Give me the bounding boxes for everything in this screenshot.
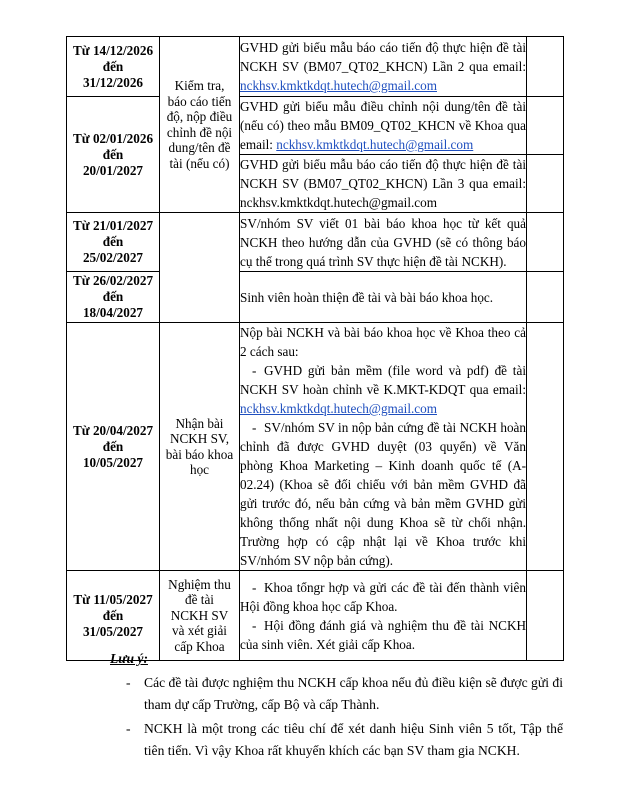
table-row	[67, 97, 564, 155]
task-line: độ, nộp điều	[166, 109, 233, 124]
note-cell	[527, 213, 564, 272]
desc-item: GVHD gửi bản mềm (file word và pdf) đề tài NCKH SV hoàn chỉnh về K.MKT-KDQT qua email:	[240, 363, 526, 397]
date-to: 10/05/2027	[82, 454, 144, 470]
desc-item: Khoa tổngr hợp và gửi các đề tài đến thành viên Hội đồng khoa học cấp Khoa.	[240, 579, 526, 614]
task-line: và xét giải	[172, 623, 227, 639]
task-line: đề tài	[185, 592, 214, 608]
note-cell	[527, 37, 564, 97]
note-cell	[527, 323, 564, 571]
email-link[interactable]: nckhsv.kmktkdqt.hutech@gmail.com	[276, 137, 474, 152]
date-to-label: đến	[102, 607, 124, 623]
task-line: học	[189, 462, 210, 477]
email-text: nckhsv.kmktkdqt.hutech@gmail.com	[240, 195, 437, 210]
table-row	[67, 323, 564, 571]
task-cell-acceptance	[160, 571, 240, 661]
task-line: báo cáo tiến	[167, 93, 232, 109]
desc-text: GVHD gửi biểu mẫu báo cáo tiến độ thực hiện đề tài NCKH SV (BM07_QT02_KHCN) Lần 2 qua email:	[240, 40, 526, 74]
date-to-label: đến	[102, 234, 124, 249]
task-line: cấp Khoa	[174, 638, 225, 654]
date-cell	[67, 97, 160, 213]
dash-bullet: -	[252, 617, 257, 633]
note-item	[66, 718, 563, 762]
desc-text: Sinh viên hoàn thiện đề tài và bài báo khoa học.	[240, 289, 494, 305]
desc-text: GVHD gửi biểu mẫu điều chỉnh nội dung/tên đề tài (nếu có) theo mẫu BM09_QT02_KHCN về Khoa qua email:	[240, 99, 526, 152]
note-bullet: -	[126, 721, 131, 736]
notes-title: Lưu ý:	[110, 651, 148, 666]
note-text: Các đề tài được nghiệm thu NCKH cấp khoa nếu đủ điều kiện sẽ được gửi đi tham dự cấp Trường, cấp Bộ và cấp Thành.	[144, 675, 563, 712]
desc-cell	[240, 323, 527, 571]
date-from: Từ 11/05/2027	[73, 591, 153, 607]
email-link[interactable]: nckhsv.kmktkdqt.hutech@gmail.com	[240, 401, 437, 416]
task-cell-submit	[160, 323, 240, 571]
schedule-table	[66, 36, 564, 661]
note-bullet: -	[126, 675, 131, 690]
desc-text: SV/nhóm SV viết 01 bài báo khoa học từ kết quả NCKH theo hướng dẫn của GVHD (sẽ có thông báo cụ thể trong quá trình SV thực hiện đề tài NCKH).	[240, 215, 526, 269]
date-cell	[67, 272, 160, 323]
note-cell	[527, 272, 564, 323]
task-line: Nghiệm thu	[168, 576, 231, 592]
date-to: 31/05/2027	[82, 623, 144, 639]
date-cell	[67, 323, 160, 571]
email-link[interactable]: nckhsv.kmktkdqt.hutech@gmail.com	[240, 78, 437, 93]
date-to: 18/04/2027	[82, 305, 144, 320]
dash-bullet: -	[252, 363, 257, 378]
task-line: tài (nếu có)	[169, 155, 230, 171]
task-line: Kiểm tra,	[174, 78, 225, 93]
table-row	[67, 213, 564, 272]
desc-item: Hội đồng đánh giá và nghiệm thu đề tài NCKH của sinh viên. Xét giải cấp Khoa.	[240, 617, 526, 652]
date-cell	[67, 37, 160, 97]
note-cell	[527, 571, 564, 661]
date-from: Từ 26/02/2027	[72, 273, 154, 288]
desc-cell	[240, 272, 527, 323]
date-from: Từ 21/01/2027	[72, 218, 154, 233]
desc-text: GVHD gửi biểu mẫu báo cáo tiến độ thực hiện đề tài NCKH SV (BM07_QT02_KHCN) Lần 3 qua email:	[240, 157, 526, 191]
date-cell	[67, 213, 160, 272]
dash-bullet: -	[252, 579, 257, 595]
date-to-label: đến	[102, 58, 124, 74]
date-from: Từ 20/04/2027	[72, 422, 154, 438]
date-to: 20/01/2027	[82, 162, 144, 178]
task-line: Nhận bài	[175, 415, 224, 431]
task-line: NCKH SV	[170, 607, 229, 623]
desc-cell	[240, 37, 527, 97]
table-row	[67, 571, 564, 661]
task-cell-progress	[160, 37, 240, 213]
desc-item: SV/nhóm SV in nộp bản cứng đề tài NCKH hoàn chỉnh đã được GVHD duyệt (03 quyển) về Văn phòng Khoa Marketing – Kinh doanh quốc tế (A-02.24) (Khoa sẽ đối chiếu với bản mềm GVHD đã gửi trước đó, nếu bản cứng và bản mềm GVHD gửi không thống nhất nội dung Khoa sẽ từ chối nhận. Trường hợp có cập nhật lại về Khoa trước khi SV/nhóm SV nộp bản cứng).	[240, 420, 526, 568]
desc-cell	[240, 213, 527, 272]
task-line: dung/tên đề	[168, 140, 231, 155]
note-item	[66, 672, 563, 716]
table-row	[67, 272, 564, 323]
date-from: Từ 14/12/2026	[72, 42, 154, 58]
date-to: 31/12/2026	[82, 74, 144, 90]
date-to: 25/02/2027	[82, 250, 144, 265]
note-cell	[527, 155, 564, 213]
dash-bullet: -	[252, 420, 257, 435]
task-line: NCKH SV,	[169, 431, 230, 446]
desc-cell	[240, 97, 527, 155]
note-text: NCKH là một trong các tiêu chí để xét danh hiệu Sinh viên 5 tốt, Tập thể tiên tiến. Vì vậy Khoa rất khuyến khích các bạn SV tham gia NCKH.	[144, 721, 563, 758]
date-cell	[67, 571, 160, 661]
task-cell-empty	[160, 213, 240, 323]
task-line: bài báo khoa	[165, 446, 234, 462]
date-to-label: đến	[102, 438, 124, 454]
desc-intro: Nộp bài NCKH và bài báo khoa học về Khoa theo cả 2 cách sau:	[240, 325, 526, 359]
task-line: chỉnh đề nội	[166, 124, 233, 140]
desc-cell	[240, 155, 527, 213]
notes-section	[66, 648, 563, 762]
date-from: Từ 02/01/2026	[72, 130, 154, 146]
date-to-label: đến	[102, 146, 124, 162]
desc-cell	[240, 571, 527, 661]
table-row	[67, 37, 564, 97]
note-cell	[527, 97, 564, 155]
date-to-label: đến	[102, 289, 124, 304]
